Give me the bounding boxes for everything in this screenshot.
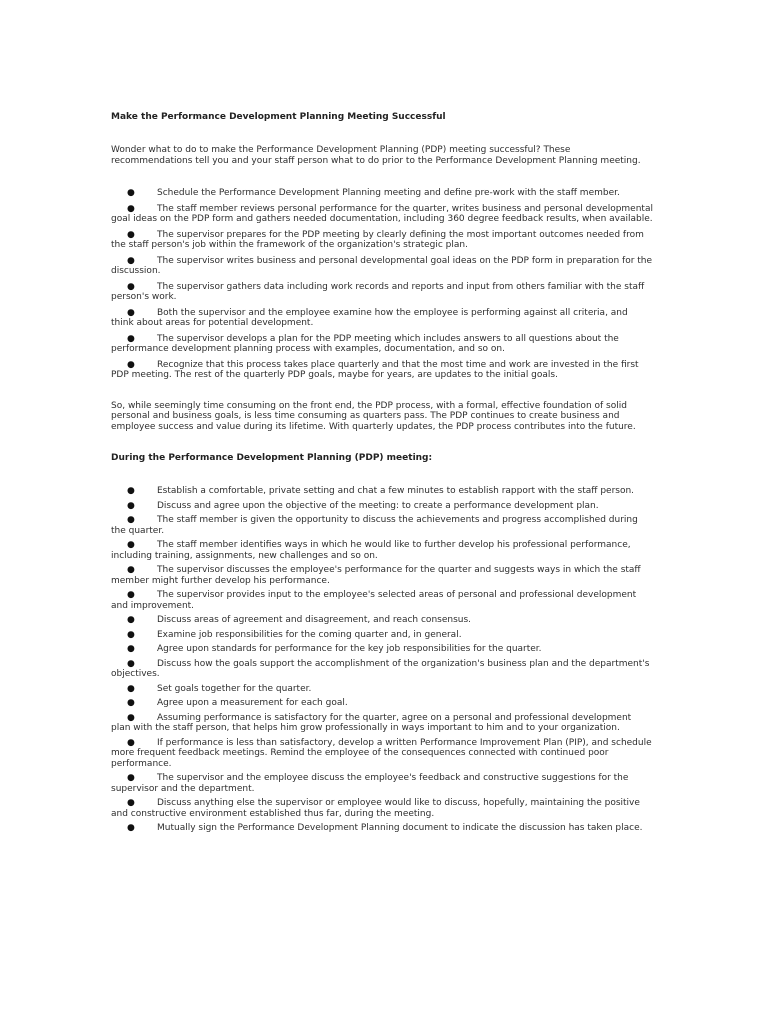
bullet-icon: ● [127,683,135,694]
bullet-icon: ● [127,188,135,198]
list-item [111,590,653,611]
list-item [111,798,653,819]
bullet-icon: ● [127,712,135,723]
list-item-text: Both the supervisor and the employee examine how the employee is performing against all criteria, and think about areas for potential development. [111,307,628,328]
list-item-text: The supervisor gathers data including work records and reports and input from others familiar with the staff person's work. [111,281,645,302]
list-item-text: The supervisor and the employee discuss the employee's feedback and constructive suggestions for the supervisor and the department. [111,773,629,794]
bullet-icon: ● [127,629,135,640]
before-meeting-list [111,188,653,381]
list-item [111,698,653,709]
list-item [111,486,653,497]
list-item-text: The supervisor writes business and personal developmental goal ideas on the PDP form in preparation for the discussion. [111,255,653,276]
list-item [111,540,653,561]
list-item-text: The staff member is given the opportunity to discuss the achievements and progress accomplished during the quarter. [111,515,638,536]
bullet-icon: ● [127,644,135,654]
list-item-text: Schedule the Performance Development Planning meeting and define pre-work with the staff member. [157,188,620,198]
bullet-icon: ● [127,540,135,550]
bullet-icon: ● [127,307,135,318]
list-item-text: Assuming performance is satisfactory for the quarter, agree on a personal and professional development plan with the staff person, that helps him grow professionally in ways important to him and to your organization. [111,712,632,733]
list-item-text: The supervisor discusses the employee's performance for the quarter and suggests ways in which the staff member might further develop his performance. [111,565,641,586]
list-item [111,501,653,512]
bullet-icon: ● [127,565,135,575]
list-item [111,630,653,641]
summary-paragraph: So, while seemingly time consuming on the front end, the PDP process, with a formal, effective foundation of solid personal and business goals, is less time consuming as quarters pass. The PDP continues to create business and employee success and value during its lifetime. With quarterly updates, the PDP process contributes into the future. [111,400,636,432]
list-item [111,644,653,655]
list-item-text: Agree upon standards for performance for the key job responsibilities for the quarter. [157,644,542,654]
document-page [111,112,653,838]
list-item [111,515,653,536]
list-item-text: Discuss how the goals support the accomplishment of the organization's business plan and the department's objectives. [111,658,650,679]
bullet-icon: ● [127,615,135,625]
list-item [111,230,653,251]
list-item-text: Discuss anything else the supervisor or employee would like to discuss, hopefully, maintaining the positive and constructive environment established thus far, during the meeting. [111,798,640,819]
list-item [111,684,653,695]
list-item [111,282,653,303]
list-item-text: Discuss and agree upon the objective of the meeting: to create a performance development plan. [157,500,599,511]
bullet-icon: ● [127,333,135,344]
list-item [111,823,653,834]
list-item-text: The supervisor develops a plan for the PDP meeting which includes answers to all questions about the performance development planning process with examples, documentation, and so on. [111,333,619,354]
list-item [111,308,653,329]
list-item-text: If performance is less than satisfactory, develop a written Performance Improvement Plan (PIP), and schedule more frequent feedback meetings. Remind the employee of the consequences connected with continued poor performance. [111,737,652,769]
list-item-text: Mutually sign the Performance Development Planning document to indicate the discussion has taken place. [157,823,643,833]
list-item-text: Recognize that this process takes place quarterly and that the most time and work are invested in the first PDP meeting. The rest of the quarterly PDP goals, maybe for years, are updates to the initial goals. [111,359,639,380]
list-item-text: The supervisor prepares for the PDP meeting by clearly defining the most important outcomes needed from the staff person's job within the framework of the organization's strategic plan. [111,229,644,250]
bullet-icon: ● [127,515,135,525]
bullet-icon: ● [127,737,135,748]
list-item [111,334,653,355]
list-item [111,738,653,770]
list-item-text: Examine job responsibilities for the coming quarter and, in general. [157,629,462,640]
bullet-icon: ● [127,486,135,496]
list-item [111,204,653,225]
during-meeting-heading: During the Performance Development Planning (PDP) meeting: [111,453,433,463]
list-item [111,615,653,626]
intro-paragraph: Wonder what to do to make the Performance Development Planning (PDP) meeting successful? These recommendations tell you and your staff person what to do prior to the Performance Development Planning meeting. [111,145,641,166]
list-item-text: The staff member identifies ways in which he would like to further develop his professional performance, including training, assignments, new challenges and so on. [111,540,631,561]
list-item-text: Establish a comfortable, private setting and chat a few minutes to establish rapport with the staff person. [157,486,635,496]
list-item-text: Agree upon a measurement for each goal. [157,698,348,708]
list-item [111,188,653,199]
bullet-icon: ● [127,229,135,240]
list-item-text: Discuss areas of agreement and disagreement, and reach consensus. [157,615,472,625]
list-item-text: Set goals together for the quarter. [157,683,312,694]
during-meeting-list [111,486,653,834]
list-item [111,256,653,277]
bullet-icon: ● [127,359,135,370]
list-item-text: The staff member reviews personal performance for the quarter, writes business and personal developmental goal ideas on the PDP form and gathers needed documentation, including 360 degree feedback results, when available. [111,203,653,224]
list-item [111,773,653,794]
bullet-icon: ● [127,590,135,600]
bullet-icon: ● [127,500,135,511]
document-title: Make the Performance Development Planning Meeting Successful [111,112,446,122]
list-item-text: The supervisor provides input to the employee's selected areas of personal and professional development and improvement. [111,590,637,611]
list-item [111,713,653,734]
list-item [111,659,653,680]
bullet-icon: ● [127,698,135,708]
list-item [111,360,653,381]
bullet-icon: ● [127,255,135,266]
list-item [111,565,653,586]
bullet-icon: ● [127,798,135,808]
bullet-icon: ● [127,658,135,669]
bullet-icon: ● [127,203,135,214]
bullet-icon: ● [127,773,135,783]
bullet-icon: ● [127,823,135,833]
bullet-icon: ● [127,281,135,292]
